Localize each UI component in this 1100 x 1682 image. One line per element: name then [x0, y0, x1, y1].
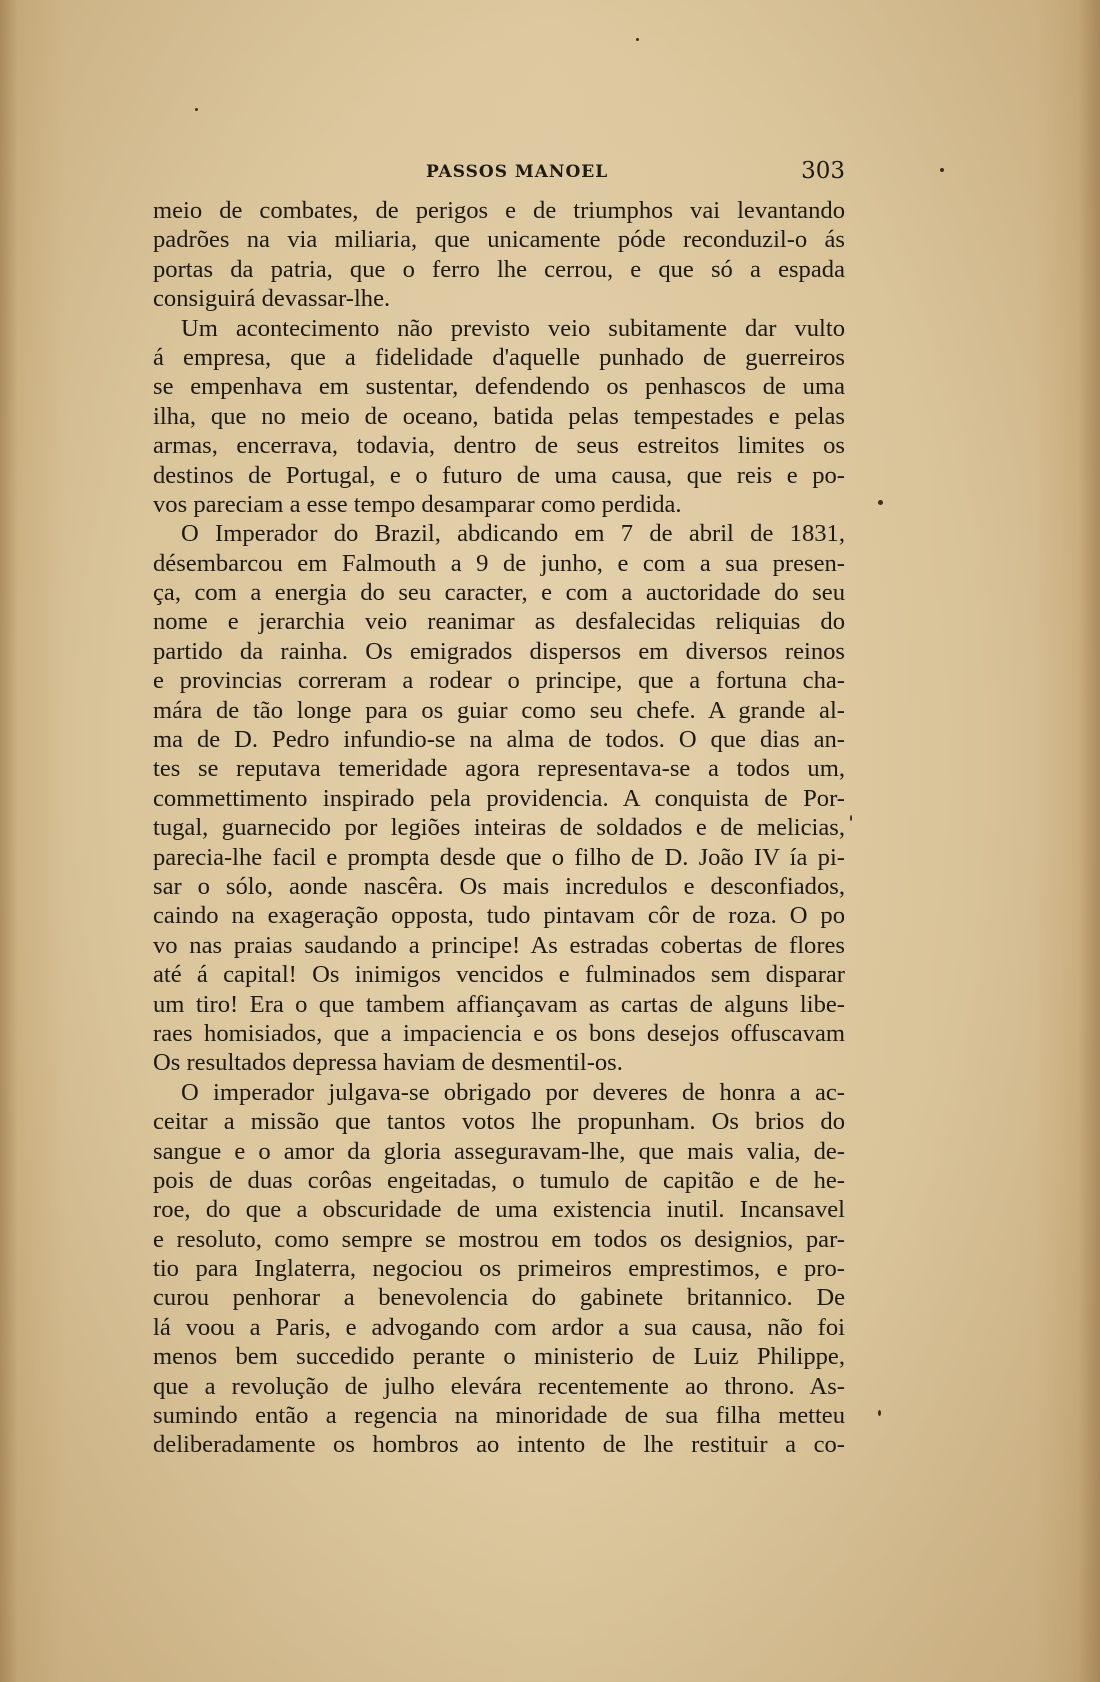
text-line: portas da patria, que o ferro lhe cerrou, e que só a espada [153, 255, 845, 283]
paper-speck [195, 108, 198, 111]
text-line: nome e jerarchia veio reanimar as desfalecidas reliquias do [153, 608, 845, 636]
text-line: O Imperador do Brazil, abdicando em 7 de abril de 1831, [181, 520, 845, 548]
text-line: sangue e o amor da gloria asseguravam-lhe, que mais valia, de- [153, 1137, 845, 1165]
page-edge-shadow-right [1078, 0, 1100, 1682]
text-line: ilha, que no meio de oceano, batida pelas tempestades e pelas [153, 402, 845, 430]
paper-speck [878, 1410, 881, 1416]
text-line: armas, encerrava, todavia, dentro de seus estreitos limites os [153, 432, 845, 460]
text-line: ma de D. Pedro infundio-se na alma de todos. O que dias an- [153, 726, 845, 754]
text-line: e provincias correram a rodear o principe, que a fortuna cha- [153, 667, 845, 695]
text-line: e resoluto, como sempre se mostrou em todos os designios, par- [153, 1225, 845, 1253]
text-line: vos pareciam a esse tempo desamparar como perdida. [153, 490, 682, 518]
paper-speck [636, 38, 639, 41]
text-line: que a revolução de julho elevára recentemente ao throno. As- [153, 1372, 845, 1400]
text-line: parecia-lhe facil e prompta desde que o filho de D. João IV ía pi- [153, 843, 845, 871]
text-line: ça, com a energia do seu caracter, e com a auctoridade do seu [153, 579, 845, 607]
text-line: Os resultados depressa haviam de desmentil-os. [153, 1049, 623, 1077]
text-line: até á capital! Os inimigos vencidos e fulminados sem disparar [153, 961, 845, 989]
text-line: deliberadamente os hombros ao intento de lhe restituir a co- [153, 1431, 845, 1459]
text-line: O imperador julgava-se obrigado por deveres de honra a ac- [181, 1078, 845, 1106]
text-line: lá voou a Paris, e advogando com ardor a sua causa, não foi [153, 1313, 845, 1341]
text-line: roe, do que a obscuridade de uma existencia inutil. Incansavel [153, 1196, 845, 1224]
text-line: se empenhava em sustentar, defendendo os penhascos de uma [153, 373, 845, 401]
text-line: tio para Inglaterra, negociou os primeiros emprestimos, e pro- [153, 1255, 845, 1283]
page-edge-shadow-left [0, 0, 18, 1682]
running-title: PASSOS MANOEL [426, 162, 609, 182]
text-line: sar o sólo, aonde nascêra. Os mais incredulos e desconfiados, [153, 872, 845, 900]
paper-speck [940, 168, 944, 172]
text-line: meio de combates, de perigos e de triumphos vai levantando [153, 197, 845, 224]
text-line: Um acontecimento não previsto veio subitamente dar vulto [181, 314, 845, 342]
text-line: pois de duas corôas engeitadas, o tumulo de capitão e de he- [153, 1166, 845, 1194]
text-line: désembarcou em Falmouth a 9 de junho, e com a sua presen- [153, 549, 845, 577]
text-line: padrões na via miliaria, que unicamente póde reconduzil-o ás [153, 226, 845, 254]
text-line: mára de tão longe para os guiar como seu chefe. A grande al- [153, 696, 845, 724]
text-line: um tiro! Era o que tambem affiançavam as cartas de alguns libe- [153, 990, 845, 1018]
paper-speck [878, 500, 883, 505]
text-line: tugal, guarnecido por legiões inteiras de soldados e de melicias, [153, 814, 845, 842]
text-line: vo nas praias saudando a principe! As estradas cobertas de flores [153, 931, 845, 959]
body-text [153, 196, 845, 1460]
text-line: curou penhorar a benevolencia do gabinete britannico. De [153, 1284, 845, 1312]
text-line: commettimento inspirado pela providencia. A conquista de Por- [153, 784, 845, 812]
paper-speck [850, 815, 852, 821]
text-line: ceitar a missão que tantos votos lhe propunham. Os brios do [153, 1108, 845, 1136]
text-line: á empresa, que a fidelidade d'aquelle punhado de guerreiros [153, 343, 845, 371]
page-number: 303 [801, 158, 845, 184]
text-line: sumindo então a regencia na minoridade de sua filha metteu [153, 1402, 845, 1430]
text-line: tes se reputava temeridade agora representava-se a todos um, [153, 755, 845, 783]
text-line: partido da rainha. Os emigrados dispersos em diversos reinos [153, 637, 845, 665]
page-header [153, 158, 845, 188]
text-line: raes homisiados, que a impaciencia e os bons desejos offuscavam [153, 1019, 845, 1047]
text-line: destinos de Portugal, e o futuro de uma causa, que reis e po- [153, 461, 845, 489]
text-line: caindo na exageração opposta, tudo pintavam côr de roza. O po [153, 902, 845, 930]
text-line: menos bem succedido perante o ministerio de Luiz Philippe, [153, 1343, 845, 1371]
text-line: consiguirá devassar-lhe. [153, 285, 391, 313]
